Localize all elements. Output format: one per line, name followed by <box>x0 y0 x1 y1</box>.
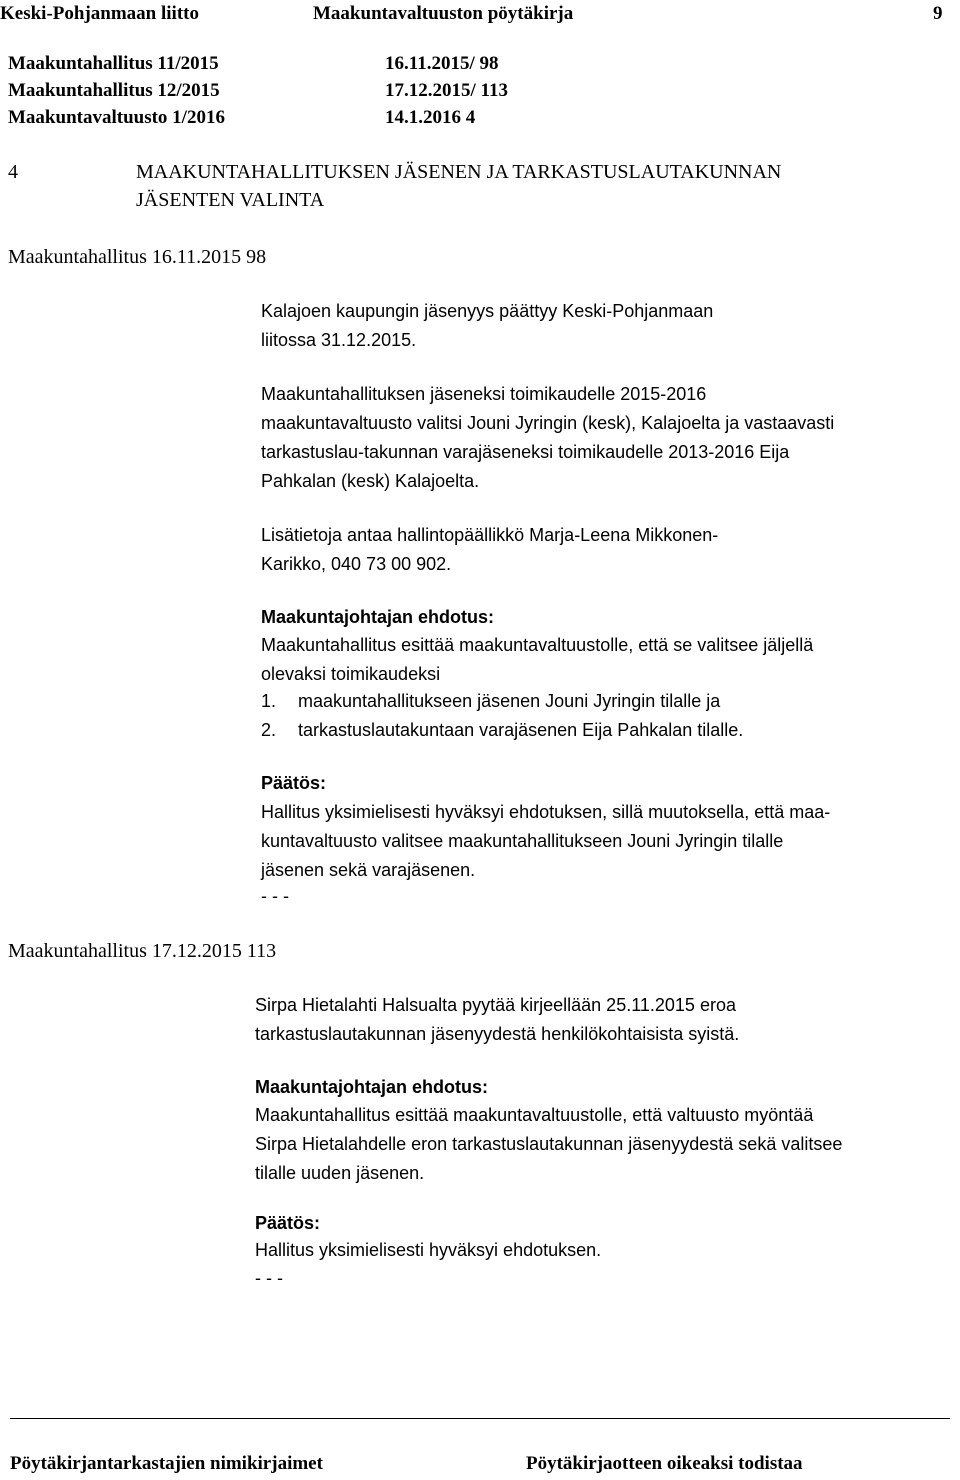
text-line: Pahkalan (kesk) Kalajoelta. <box>261 471 480 491</box>
history-ref: 17.12.2015/ 113 <box>385 80 508 101</box>
decision-text: Hallitus yksimielisesti hyväksyi ehdotuksen. <box>255 1240 602 1260</box>
text-line: Karikko, 040 73 00 902. <box>261 554 452 574</box>
footer-rule <box>10 1418 950 1419</box>
item-title-line2: JÄSENTEN VALINTA <box>136 189 325 211</box>
list-item: tarkastuslautakuntaan varajäsenen Eija Pahkalan tilalle. <box>298 720 744 740</box>
list-number: 1. <box>261 691 277 711</box>
text-line: Maakuntahallitus esittää maakuntavaltuustolle, että se valitsee jäljellä <box>261 635 814 655</box>
decision-label: Päätös: <box>261 773 327 793</box>
item-number: 4 <box>8 161 18 183</box>
paragraph <box>261 297 713 355</box>
paragraph <box>261 521 718 579</box>
history-body: Maakuntavaltuusto 1/2016 <box>8 107 225 128</box>
header-document-type: Maakuntavaltuuston pöytäkirja <box>313 3 574 24</box>
text-line: Sirpa Hietalahdelle eron tarkastuslautakunnan jäsenyydestä sekä valitsee <box>255 1134 843 1154</box>
paragraph <box>255 991 739 1049</box>
proposal-label: Maakuntajohtajan ehdotus: <box>255 1077 489 1097</box>
text-line: tarkastuslautakunnan jäsenyydestä henkilökohtaisista syistä. <box>255 1024 740 1044</box>
decision-label: Päätös: <box>255 1213 321 1233</box>
section-heading: Maakuntahallitus 16.11.2015 98 <box>8 246 267 268</box>
list-item: maakuntahallitukseen jäsenen Jouni Jyringin tilalle ja <box>298 691 721 711</box>
text-line: tarkastuslau-takunnan varajäseneksi toimikaudelle 2013-2016 Eija <box>261 442 790 462</box>
text-line: maakuntavaltuusto valitsi Jouni Jyringin (kesk), Kalajoelta ja vastaavasti <box>261 413 835 433</box>
page-number: 9 <box>933 3 943 24</box>
paragraph <box>261 380 834 496</box>
proposal-text <box>261 631 813 689</box>
header-org: Keski-Pohjanmaan liitto <box>0 3 199 24</box>
text-line: kuntavaltuusto valitsee maakuntahallitukseen Jouni Jyringin tilalle <box>261 831 784 851</box>
text-line: Maakuntahallitus esittää maakuntavaltuustolle, että valtuusto myöntää <box>255 1105 814 1125</box>
history-body: Maakuntahallitus 12/2015 <box>8 80 220 101</box>
text-line: Maakuntahallituksen jäseneksi toimikaudelle 2015-2016 <box>261 384 707 404</box>
text-line: jäsenen sekä varajäsenen. <box>261 860 476 880</box>
text-line: tilalle uuden jäsenen. <box>255 1163 425 1183</box>
history-ref: 16.11.2015/ 98 <box>385 53 499 74</box>
history-body: Maakuntahallitus 11/2015 <box>8 53 219 74</box>
footer-initials-label: Pöytäkirjantarkastajien nimikirjaimet <box>10 1453 323 1474</box>
proposal-label: Maakuntajohtajan ehdotus: <box>261 607 495 627</box>
proposal-text <box>255 1101 842 1188</box>
separator: - - - <box>261 886 289 906</box>
separator: - - - <box>255 1268 283 1288</box>
history-ref: 14.1.2016 4 <box>385 107 476 128</box>
section-heading: Maakuntahallitus 17.12.2015 113 <box>8 940 277 962</box>
list-number: 2. <box>261 720 277 740</box>
item-title-line1: MAAKUNTAHALLITUKSEN JÄSENEN JA TARKASTUSLAUTAKUNNAN <box>136 161 782 183</box>
text-line: liitossa 31.12.2015. <box>261 330 417 350</box>
footer-certification-label: Pöytäkirjaotteen oikeaksi todistaa <box>526 1453 803 1474</box>
text-line: Kalajoen kaupungin jäsenyys päättyy Keski-Pohjanmaan <box>261 301 714 321</box>
text-line: Lisätietoja antaa hallintopäällikkö Marja-Leena Mikkonen- <box>261 525 719 545</box>
text-line: olevaksi toimikaudeksi <box>261 664 441 684</box>
text-line: Hallitus yksimielisesti hyväksyi ehdotuksen, sillä muutoksella, että maa- <box>261 802 831 822</box>
text-line: Sirpa Hietalahti Halsualta pyytää kirjeellään 25.11.2015 eroa <box>255 995 736 1015</box>
decision-text <box>261 798 830 885</box>
